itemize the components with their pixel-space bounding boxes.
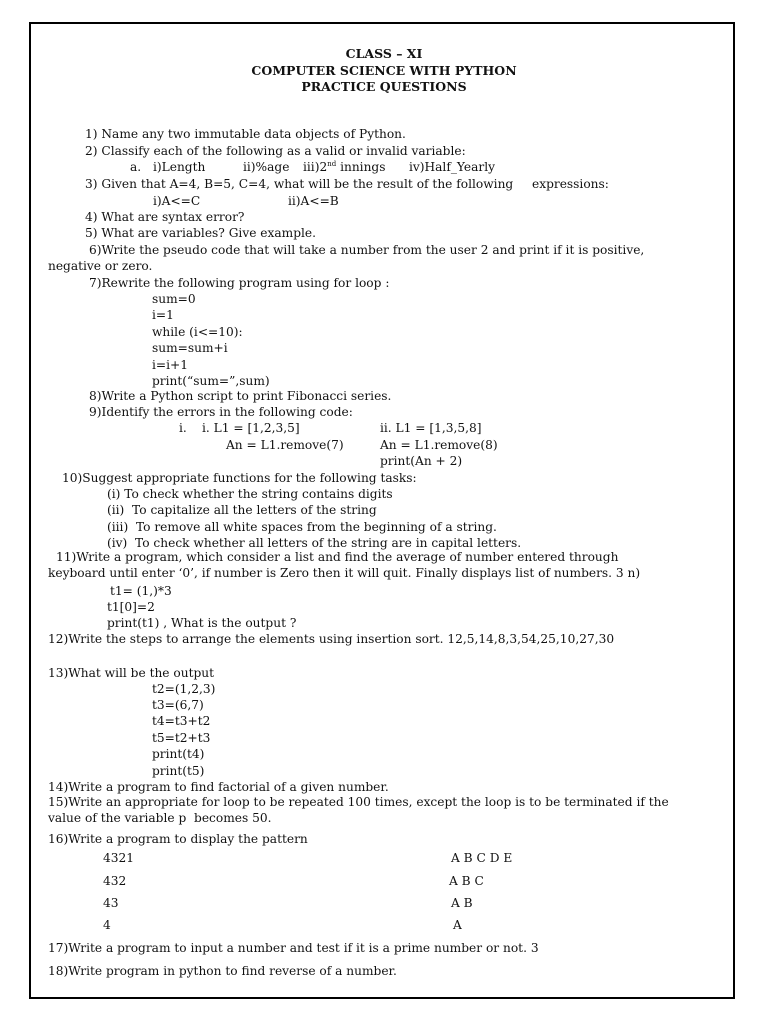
pattern-right-row: A: [453, 918, 462, 932]
question-13: 13)What will be the output: [48, 666, 215, 680]
question-12: 12)Write the steps to arrange the elements using insertion sort. 12,5,14,8,3,54,25,10,27,30: [48, 632, 615, 646]
question-11-line-2: keyboard until enter ‘0’, if number is Zero then it will quit. Finally displays list of numbers. 3 n): [48, 566, 641, 580]
question-10-item: (iii) To remove all white spaces from the beginning of a string.: [107, 520, 497, 534]
code-line: while (i<=10):: [152, 325, 243, 339]
question-9-marker: i.: [179, 421, 187, 435]
code-line: t5=t2+t3: [152, 731, 211, 745]
subject-heading: COMPUTER SCIENCE WITH PYTHON: [251, 63, 517, 78]
question-4: 4) What are syntax error?: [85, 210, 245, 224]
question-15-line-2: value of the variable p becomes 50.: [48, 811, 272, 825]
question-5: 5) What are variables? Give example.: [85, 226, 316, 240]
code-line: print(t5): [152, 764, 205, 778]
code-line: t2=(1,2,3): [152, 682, 216, 696]
question-10-item: (i) To check whether the string contains digits: [107, 487, 393, 501]
question-2: 2) Classify each of the following as a valid or invalid variable:: [85, 144, 466, 158]
pattern-right-row: A B: [451, 896, 473, 910]
question-8: 8)Write a Python script to print Fibonacci series.: [89, 389, 392, 403]
question-7: 7)Rewrite the following program using for loop :: [89, 276, 390, 290]
question-10: 10)Suggest appropriate functions for the following tasks:: [62, 471, 417, 485]
pattern-left-row: 43: [103, 896, 119, 910]
code-line: i=1: [152, 308, 174, 322]
class-heading: CLASS – XI: [345, 46, 423, 61]
question-18: 18)Write program in python to find reverse of a number.: [48, 964, 397, 978]
question-11-line-1: 11)Write a program, which consider a list and find the average of number entered through: [56, 550, 619, 564]
code-line: t1= (1,)*3: [110, 584, 172, 598]
question-16: 16)Write a program to display the pattern: [48, 832, 308, 846]
question-2-option-i: i)Length: [153, 160, 206, 174]
practice-heading: PRACTICE QUESTIONS: [301, 79, 467, 94]
question-3-tail: expressions:: [532, 177, 609, 191]
question-6-line-1: 6)Write the pseudo code that will take a number from the user 2 and print if it is positive,: [89, 243, 645, 257]
code-line: t4=t3+t2: [152, 714, 211, 728]
question-17: 17)Write a program to input a number and test if it is a prime number or not. 3: [48, 941, 539, 955]
question-9-code-a-line-2: An = L1.remove(7): [226, 438, 344, 452]
question-9: 9)Identify the errors in the following code:: [89, 405, 353, 419]
code-line: t3=(6,7): [152, 698, 204, 712]
question-14: 14)Write a program to find factorial of a given number.: [48, 780, 389, 794]
code-line: print(t4): [152, 747, 205, 761]
code-line: i=i+1: [152, 358, 188, 372]
question-3-expr-ii: ii)A<=B: [288, 194, 339, 208]
pattern-left-row: 432: [103, 874, 127, 888]
code-line: t1[0]=2: [107, 600, 155, 614]
question-9-code-b-line-1: ii. L1 = [1,3,5,8]: [380, 421, 482, 435]
question-2-option-ii: ii)%age: [243, 160, 290, 174]
question-9-code-a-line-1: i. L1 = [1,2,3,5]: [202, 421, 300, 435]
pattern-right-row: A B C D E: [451, 851, 513, 865]
pattern-left-row: 4321: [103, 851, 135, 865]
code-line: print(t1) , What is the output ?: [107, 616, 297, 630]
code-line: sum=0: [152, 292, 196, 306]
question-2-option-marker: a.: [130, 160, 142, 174]
question-10-item: (iv) To check whether all letters of the string are in capital letters.: [107, 536, 522, 550]
question-10-item: (ii) To capitalize all the letters of the string: [107, 503, 377, 517]
pattern-left-row: 4: [103, 918, 111, 932]
question-3-expr-i: i)A<=C: [153, 194, 201, 208]
question-6-line-2: negative or zero.: [48, 259, 153, 273]
question-2-option-iii: iii)2nd innings: [303, 159, 386, 174]
question-9-code-b-line-3: print(An + 2): [380, 454, 463, 468]
question-9-code-b-line-2: An = L1.remove(8): [380, 438, 498, 452]
code-line: sum=sum+i: [152, 341, 228, 355]
code-line: print(“sum=”,sum): [152, 374, 270, 388]
question-2-option-iv: iv)Half_Yearly: [409, 160, 496, 174]
question-1: 1) Name any two immutable data objects of Python.: [85, 127, 406, 141]
question-15-line-1: 15)Write an appropriate for loop to be repeated 100 times, except the loop is to be terminated if the: [48, 795, 669, 809]
question-3: 3) Given that A=4, B=5, C=4, what will be the result of the following: [85, 177, 514, 191]
pattern-right-row: A B C: [449, 874, 484, 888]
